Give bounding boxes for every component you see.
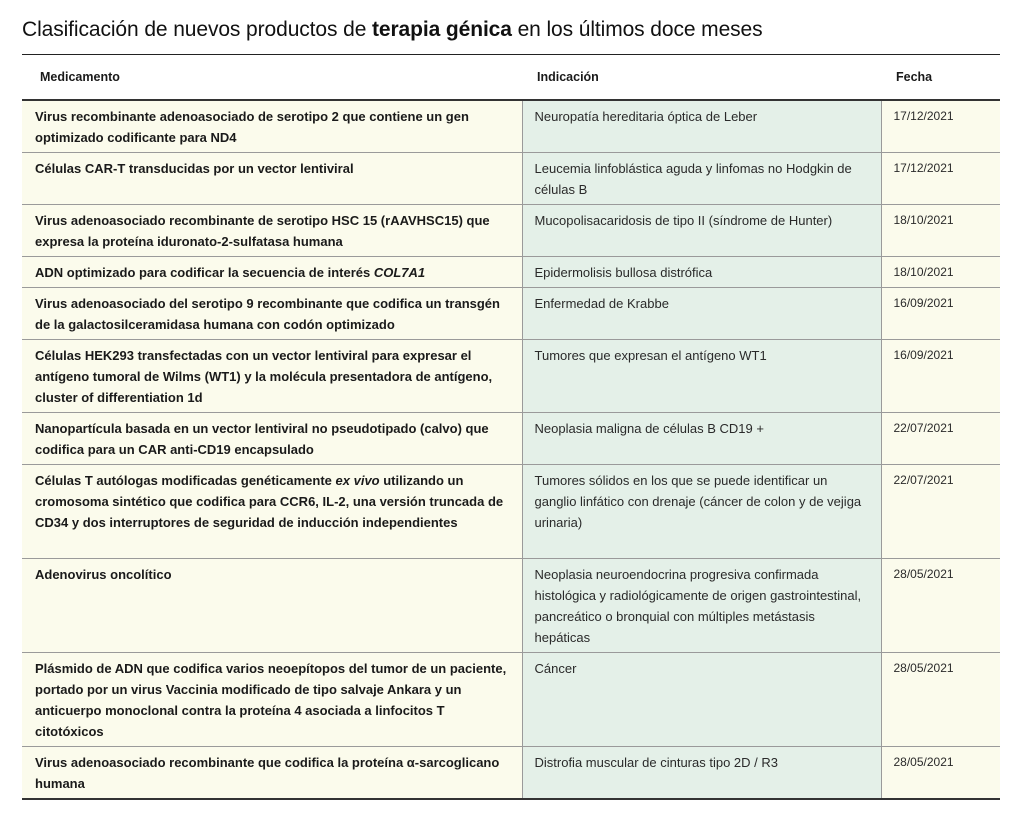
table-row [22,465,1000,559]
header-medicamento: Medicamento [22,55,522,100]
indicacion-cell: Mucopolisacaridosis de tipo II (síndrome de Hunter) [522,205,881,257]
indicacion-cell: Distrofia muscular de cinturas tipo 2D / R3 [522,747,881,800]
indicacion-cell: Neoplasia maligna de células B CD19 + [522,413,881,465]
table-row [22,257,1000,288]
indicacion-cell: Leucemia linfoblástica aguda y linfomas no Hodgkin de células B [522,153,881,205]
title-prefix: Clasificación de nuevos productos de [22,18,373,41]
indicacion-cell: Enfermedad de Krabbe [522,288,881,340]
table-row [22,747,1000,800]
table-row [22,288,1000,340]
fecha-cell: 28/05/2021 [881,653,1000,747]
fecha-cell: 28/05/2021 [881,747,1000,800]
header-fecha: Fecha [881,55,1000,100]
indicacion-cell: Tumores sólidos en los que se puede identificar un ganglio linfático con drenaje (cáncer de colon y de vejiga urinaria) [522,465,881,559]
medicamento-cell: Células CAR-T transducidas por un vector lentiviral [22,153,522,205]
medicamento-text: ADN optimizado para codificar la secuencia de interés [35,265,374,280]
medicamento-cell [22,465,522,559]
title-suffix: en los últimos doce meses [511,18,763,41]
fecha-cell: 16/09/2021 [881,288,1000,340]
fecha-cell: 22/07/2021 [881,465,1000,559]
indicacion-cell: Cáncer [522,653,881,747]
table-row [22,653,1000,747]
header-row [22,55,1000,100]
medicamento-cell: Células HEK293 transfectadas con un vector lentiviral para expresar el antígeno tumoral de Wilms (WT1) y la molécula presentadora de antígeno, cluster of differentiation 1d [22,340,522,413]
ex-vivo-text: ex vivo [335,473,380,488]
medicamento-text-cont: utilizando un cromosoma sintético que codifica para CCR6, IL-2, una versión truncada de CD34 y dos interruptores de seguridad de inducción independientes [35,473,504,530]
table-row [22,340,1000,413]
fecha-cell: 16/09/2021 [881,340,1000,413]
table-row [22,205,1000,257]
medicamento-cell: Virus adenoasociado recombinante de serotipo HSC 15 (rAAVHSC15) que expresa la proteína iduronato-2-sulfatasa humana [22,205,522,257]
fecha-cell: 28/05/2021 [881,559,1000,653]
fecha-cell: 18/10/2021 [881,257,1000,288]
fecha-cell: 17/12/2021 [881,153,1000,205]
medicamento-cell [22,257,522,288]
indicacion-cell: Neuropatía hereditaria óptica de Leber [522,100,881,153]
indicacion-cell: Neoplasia neuroendocrina progresiva confirmada histológica y radiológicamente de origen gastrointestinal, pancreático o bronquial con múltiples metástasis hepáticas [522,559,881,653]
page-title [22,18,763,42]
medicamento-cell: Plásmido de ADN que codifica varios neoepítopos del tumor de un paciente, portado por un virus Vaccinia modificado de tipo salvaje Ankara y un anticuerpo monoclonal contra la proteína 4 asociada a linfocitos T citotóxicos [22,653,522,747]
medicamento-cell: Nanopartícula basada en un vector lentiviral no pseudotipado (calvo) que codifica para un CAR anti-CD19 encapsulado [22,413,522,465]
medicamento-cell: Adenovirus oncolítico [22,559,522,653]
medicamento-cell: Virus recombinante adenoasociado de serotipo 2 que contiene un gen optimizado codificante para ND4 [22,100,522,153]
indicacion-cell: Epidermolisis bullosa distrófica [522,257,881,288]
medicamento-cell: Virus adenoasociado recombinante que codifica la proteína α-sarcoglicano humana [22,747,522,800]
gene-name: COL7A1 [373,265,426,280]
fecha-cell: 18/10/2021 [881,205,1000,257]
table-row [22,100,1000,153]
table-row [22,559,1000,653]
indicacion-cell: Tumores que expresan el antígeno WT1 [522,340,881,413]
fecha-cell: 17/12/2021 [881,100,1000,153]
fecha-cell: 22/07/2021 [881,413,1000,465]
header-indicacion: Indicación [522,55,881,100]
products-table [22,55,1000,800]
table-row [22,153,1000,205]
table-row [22,413,1000,465]
medicamento-cell: Virus adenoasociado del serotipo 9 recombinante que codifica un transgén de la galactosilceramidasa humana con codón optimizado [22,288,522,340]
title-bold: terapia génica [372,18,512,41]
medicamento-text: Células T autólogas modificadas genéticamente [35,473,336,488]
